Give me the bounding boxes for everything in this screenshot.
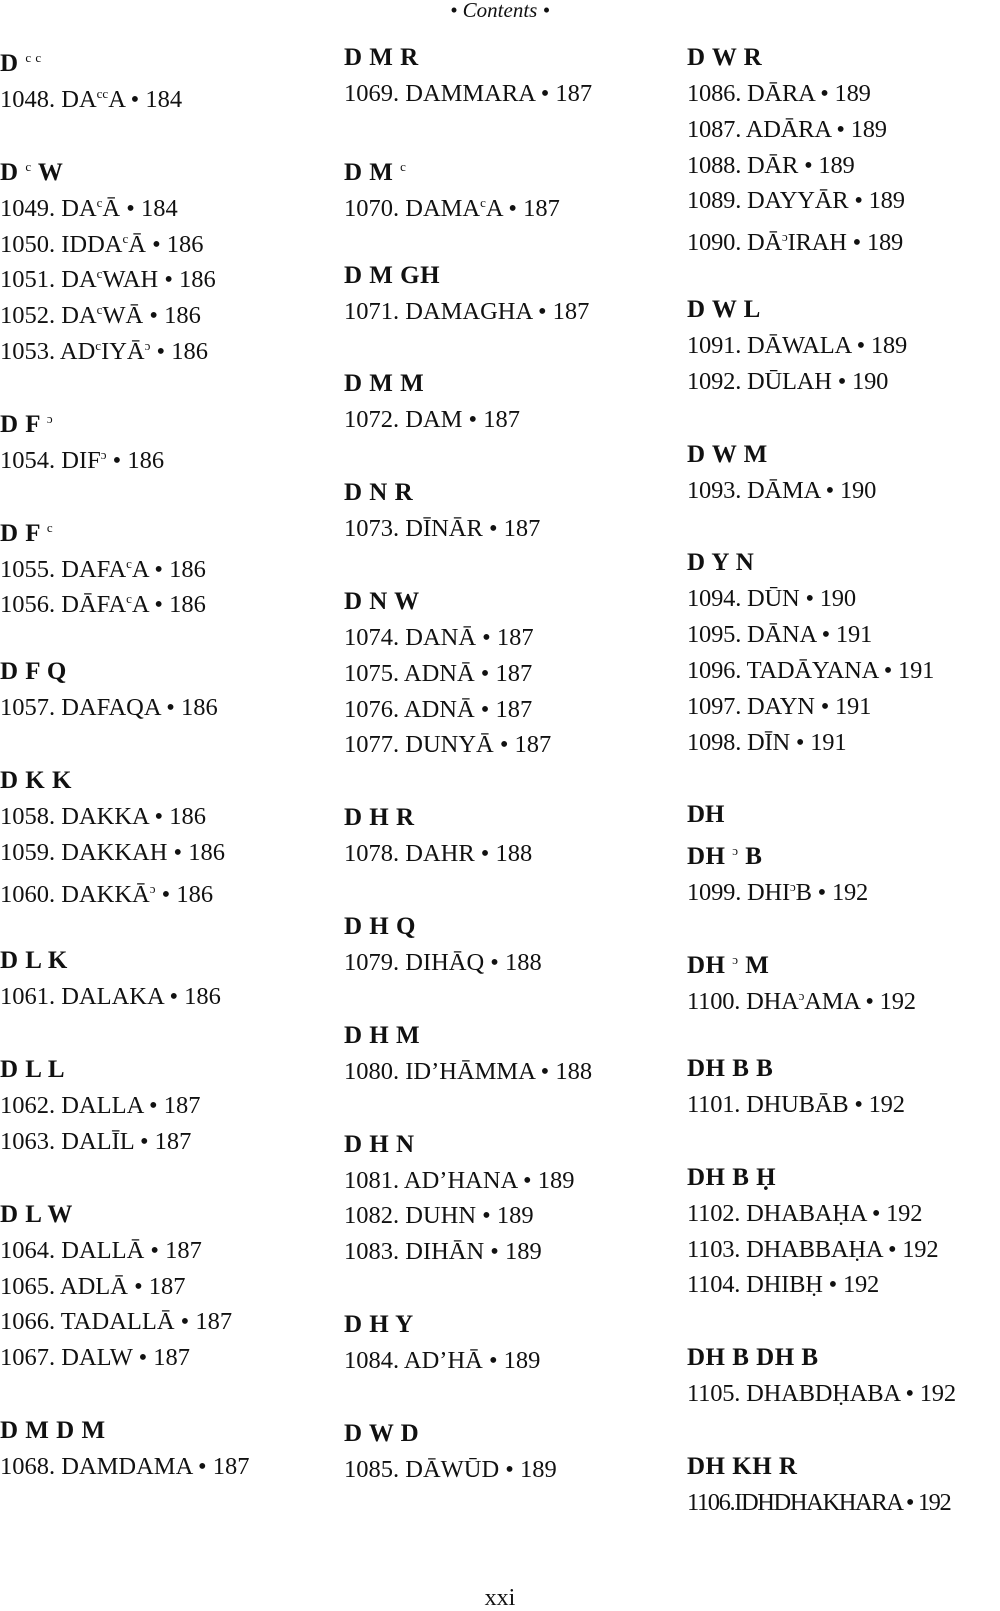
index-entry: 1081. AD’HANA • 189 <box>344 1166 575 1194</box>
index-entry: 1054. $DIF^ɔ$ • 186 <box>0 446 165 474</box>
index-entry: 1104. DHIBḤ • 192 <box>687 1271 880 1299</box>
root-heading: DH KH R <box>687 1452 798 1480</box>
column-3 <box>687 40 1000 1558</box>
root-heading: D H R <box>344 804 415 832</box>
index-entry: 1076. ADNĀ • 187 <box>344 695 533 723</box>
index-entry: 1064. DALLĀ • 187 <box>0 1236 202 1264</box>
root-superscript: ɔ <box>732 952 739 968</box>
root-group <box>344 258 674 330</box>
index-entry: 1068. DAMDAMA • 187 <box>0 1452 250 1480</box>
index-entry: 1049. $DA^cĀ$ • 184 <box>0 194 178 222</box>
page-number: xxi <box>484 1585 516 1611</box>
root-superscript: c c <box>25 50 42 65</box>
index-entry: 1098. DĪN • 191 <box>687 728 847 756</box>
index-entry: 1071. DAMAGHA • 187 <box>344 297 590 325</box>
root-group <box>687 292 1000 400</box>
index-entry: 1066. TADALLĀ • 187 <box>0 1308 233 1336</box>
index-entry: 1083. DIHĀN • 189 <box>344 1238 542 1266</box>
root-group <box>0 401 330 473</box>
root-group <box>344 40 674 112</box>
root-group <box>344 1416 674 1488</box>
index-entry: 1062. DALLA • 187 <box>0 1092 201 1120</box>
root-heading: D M M <box>344 370 425 398</box>
root-heading: D F $^ɔ$ <box>0 410 54 438</box>
root-heading: D F Q <box>0 658 67 686</box>
index-entry: 1075. ADNĀ • 187 <box>344 659 533 687</box>
root-group <box>687 797 1000 905</box>
root-group <box>0 1052 330 1160</box>
root-heading: DH $^ɔ$ M <box>687 952 770 980</box>
root-heading: DH B Ḥ <box>687 1163 777 1191</box>
index-entry: 1094. DŪN • 190 <box>687 585 856 613</box>
root-group <box>687 942 1000 1014</box>
root-heading: D Y N <box>687 549 755 577</box>
index-entry: 1065. ADLĀ • 187 <box>0 1272 186 1300</box>
index-entry: 1061. DALAKA • 186 <box>0 983 221 1011</box>
root-heading: D $^{c c}$ <box>0 50 42 77</box>
index-entry: 1078. DAHR • 188 <box>344 840 533 868</box>
root-group <box>344 475 674 547</box>
index-entry: 1056. DĀFA$^c$A • 186 <box>0 591 206 619</box>
root-group <box>0 654 330 726</box>
column-1 <box>0 40 330 1522</box>
index-entry: 1058. DAKKA • 186 <box>0 802 206 830</box>
root-group <box>687 437 1000 509</box>
root-superscript: c <box>400 158 407 174</box>
root-group <box>687 545 1000 760</box>
root-group <box>344 584 674 763</box>
root-group <box>0 510 330 618</box>
root-group <box>344 1127 674 1270</box>
index-entry: 1090. $DĀ^ɔIRAH$ • 189 <box>687 229 904 257</box>
root-heading: D N R <box>344 479 414 507</box>
index-entry: 1059. DAKKAH • 186 <box>0 838 225 866</box>
root-group <box>0 763 330 906</box>
index-entry: 1092. DŪLAH • 190 <box>687 367 889 395</box>
index-entry: 1051. $DA^cWAH$ • 186 <box>0 266 216 294</box>
index-entry: 1097. DAYN • 191 <box>687 692 872 720</box>
root-group <box>687 1340 1000 1412</box>
index-entry: 1093. DĀMA • 190 <box>687 476 877 504</box>
root-heading: D H Q <box>344 912 416 940</box>
root-group <box>344 366 674 438</box>
root-group <box>687 1051 1000 1123</box>
root-heading: D $^c$ W <box>0 158 64 186</box>
root-heading: DH B B <box>687 1054 774 1082</box>
index-entry: 1100. $DHA^ɔAMA$ • 192 <box>687 988 916 1016</box>
index-entry: 1067. DALW • 187 <box>0 1344 191 1372</box>
index-entry: 1073. DĪNĀR • 187 <box>344 515 541 543</box>
root-heading: D H Y <box>344 1310 414 1338</box>
index-entry: 1082. DUHN • 189 <box>344 1202 534 1230</box>
root-heading: D W L <box>687 295 761 323</box>
index-entry: 1053. $AD^cIYĀ^ɔ$ • 186 <box>0 337 208 366</box>
index-entry: 1072. DAM • 187 <box>344 406 520 434</box>
root-heading: DH $^ɔ$ B <box>687 843 763 871</box>
index-entry: 1063. DALĪL • 187 <box>0 1127 192 1155</box>
root-heading: D F $^c$ <box>0 519 54 547</box>
index-entry: 1057. DAFAQA • 186 <box>0 694 218 722</box>
root-heading: D L L <box>0 1056 66 1084</box>
root-group <box>687 1449 1000 1521</box>
index-entry: 1101. DHUBĀB • 192 <box>687 1090 905 1118</box>
root-group <box>344 1307 674 1379</box>
root-superscript: c <box>25 158 32 174</box>
index-entry: 1087. ADĀRA • 189 <box>687 115 887 143</box>
index-entry: 1085. DĀWŪD • 189 <box>344 1455 557 1483</box>
index-entry: 1096. TADĀYANA • 191 <box>687 656 935 684</box>
root-group <box>0 1197 330 1376</box>
index-entry: 1084. AD’HĀ • 189 <box>344 1346 541 1374</box>
index-entry: 1048. $DA^{cc}A$ • 184 <box>0 86 183 114</box>
root-heading: D M GH <box>344 261 441 289</box>
root-heading: D W D <box>344 1419 420 1447</box>
index-entry: 1079. DIHĀQ • 188 <box>344 948 542 976</box>
root-group <box>0 1413 330 1485</box>
index-entry: 1086. DĀRA • 189 <box>687 80 871 107</box>
index-entry: 1103. DHABBAḤA • 192 <box>687 1235 939 1263</box>
root-group <box>344 909 674 981</box>
root-group <box>687 1160 1000 1303</box>
index-entry: 1070. DAMA$^c$A • 187 <box>344 194 560 222</box>
index-entry: 1091. DĀWALA • 189 <box>687 331 908 359</box>
root-heading: DH B DH B <box>687 1344 819 1372</box>
root-superscript: ɔ <box>46 410 54 426</box>
root-heading: D H N <box>344 1130 415 1158</box>
root-heading: D M D M <box>0 1416 106 1444</box>
root-heading: D L W <box>0 1200 73 1228</box>
index-entry: 1088. DĀR • 189 <box>687 151 855 179</box>
root-heading: D M $^c$ <box>344 158 407 186</box>
root-superscript: ɔ <box>732 843 739 859</box>
root-group <box>344 149 674 221</box>
root-heading: D M R <box>344 44 419 71</box>
index-entry: 1050. IDDA$^c$Ā • 186 <box>0 230 204 258</box>
index-entry: 1074. DANĀ • 187 <box>344 623 534 651</box>
root-heading: D L K <box>0 947 68 975</box>
root-group <box>687 40 1000 255</box>
index-entry: 1106.IDHDHAKHARA • 192 <box>687 1488 951 1516</box>
root-heading: D W M <box>687 440 768 468</box>
root-heading: D W R <box>687 44 763 71</box>
running-head: • Contents • <box>450 0 550 22</box>
index-entry: 1102. DHABAḤA • 192 <box>687 1199 923 1227</box>
index-entry: 1105. DHABDḤABA • 192 <box>687 1380 956 1408</box>
index-entry: 1099. $DHI^ɔB$ • 192 <box>687 879 869 907</box>
root-group <box>0 149 330 364</box>
column-2 <box>344 40 674 1525</box>
root-group <box>344 800 674 872</box>
index-entry: 1069. DAMMARA • 187 <box>344 80 593 107</box>
root-group <box>344 1018 674 1090</box>
index-entry: 1095. DĀNA • 191 <box>687 621 873 649</box>
index-entry: 1052. $DA^cWĀ$ • 186 <box>0 302 201 330</box>
root-heading: D N W <box>344 587 420 615</box>
index-entry: 1080. ID’HĀMMA • 188 <box>344 1057 593 1085</box>
root-superscript: c <box>46 519 54 535</box>
root-group <box>0 40 330 112</box>
root-group <box>0 943 330 1015</box>
root-heading: D K K <box>0 766 72 794</box>
index-entry: 1077. DUNYĀ • 187 <box>344 731 552 759</box>
root-heading: D H M <box>344 1021 421 1049</box>
index-entry: 1060. $DAKKĀ^ɔ$ • 186 <box>0 880 214 908</box>
index-entry: 1089. DAYYĀR • 189 <box>687 187 905 215</box>
section-heading: DH <box>687 801 725 829</box>
index-entry: 1055. DAFA$^c$A • 186 <box>0 555 206 583</box>
